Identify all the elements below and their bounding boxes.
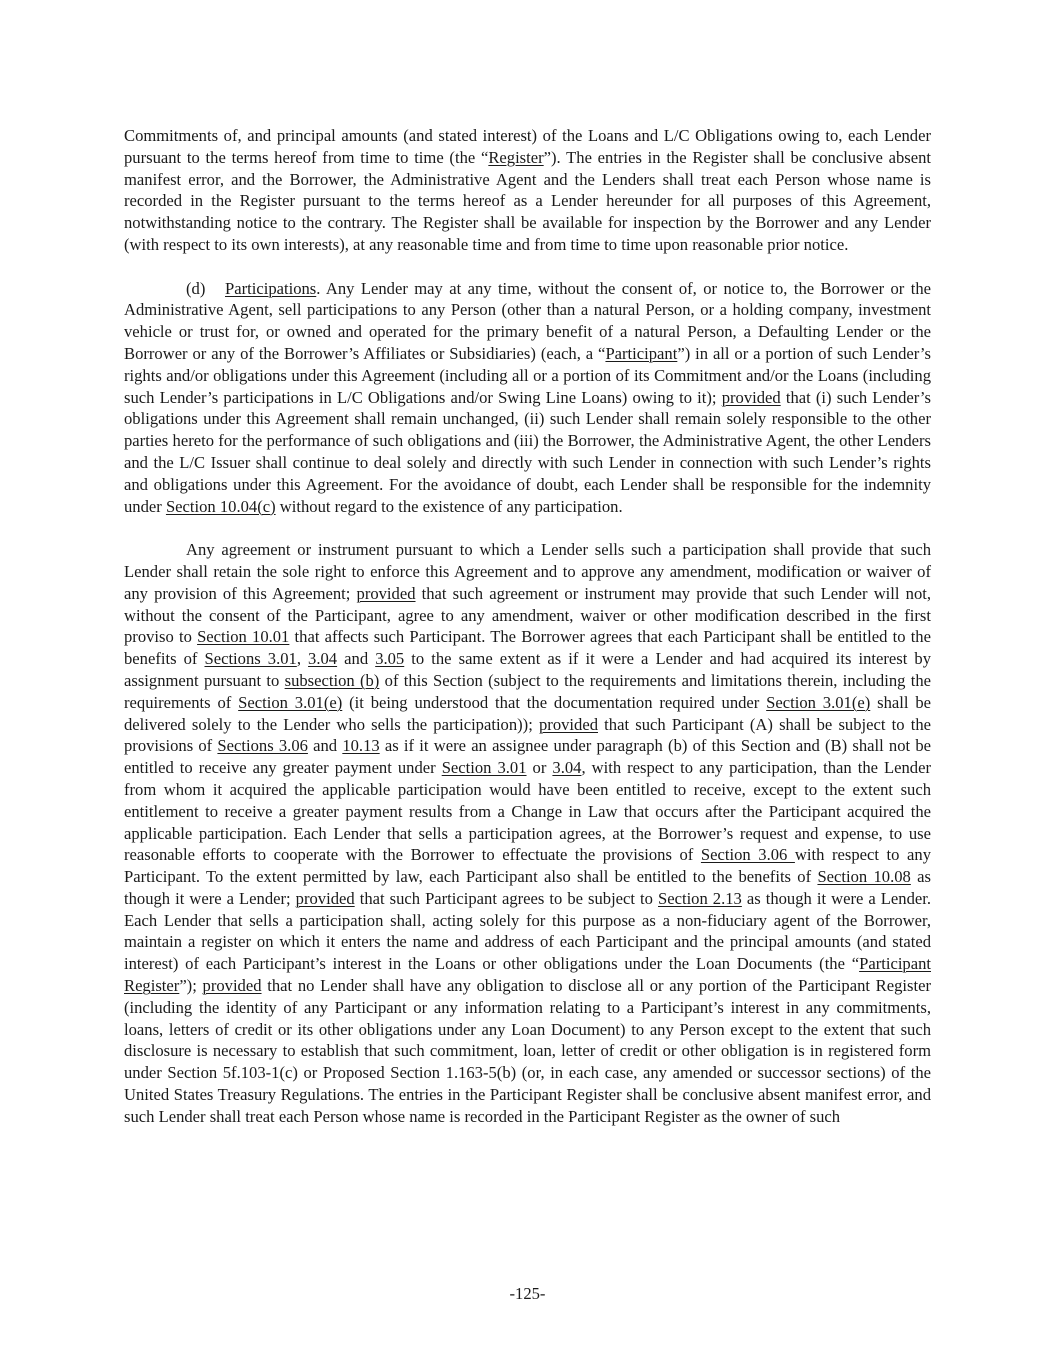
text-span: that such agreement or instrument may provide that such Lender will not, without the consent of the Participant, agree to any amendment, waiver or other modification described in the first proviso to bbox=[124, 583, 931, 647]
text-span: Commitments of, and principal amounts (and stated interest) of the Loans and L/C Obligations owing to, each Lender pursuant to the terms hereof from time to time (the “ bbox=[124, 126, 931, 167]
text-span: and bbox=[337, 649, 376, 669]
paragraph-participations bbox=[124, 278, 931, 518]
defined-term-register: Register bbox=[488, 147, 544, 167]
document-page bbox=[124, 125, 931, 1149]
text-span: that such Participant (A) shall be subject to the provisions of bbox=[124, 714, 931, 756]
section-reference: 3.04 bbox=[552, 758, 582, 778]
text-span: or bbox=[526, 758, 553, 778]
text-span: that (i) such Lender’s obligations under this Agreement shall remain unchanged, (ii) such Lender shall remain solely responsible to the other parties hereto for the performance of such obligations and (iii) the Borrower, the Administrative Agent, the other Lenders and the L/C Issuer shall continue to deal solely and directly with such Lender in connection with such Lender’s rights and obligations under this Agreement. For the avoidance of doubt, each Lender shall be responsible for the indemnity under bbox=[124, 387, 931, 516]
text-span: as though it were a Lender; bbox=[124, 867, 931, 908]
section-reference: Sections 3.01 bbox=[204, 649, 297, 669]
text-span: as though it were a Lender. Each Lender that sells a participation shall, acting solely for this purpose as a non-fiduciary agent of the Borrower, maintain a register on which it enters the name and address of each Participant and the principal amounts (and stated interest) of each Participant’s interest in the Loans or other obligations under the Loan Documents (the “ bbox=[124, 888, 931, 974]
text-span: , with respect to any participation, than the Lender from whom it acquired the applicable participation would have been entitled to receive, except to the extent such entitlement to receive a greater payment results from a Change in Law that occurs after the Participant acquired the applicable participation. Each Lender that sells a participation agrees, at the Borrower’s request and expense, to use reasonable efforts to cooperate with the Borrower to effectuate the provisions of bbox=[124, 758, 931, 865]
section-reference: Section 10.01 bbox=[197, 627, 290, 647]
section-reference: Section 3.01(e) bbox=[766, 692, 871, 712]
page-number: -125- bbox=[509, 1284, 546, 1303]
text-span: that no Lender shall have any obligation to disclose all or any portion of the Participant Register (including the identity of any Participant or any information relating to a Participant’s interest in any commitments, loans, letters of credit or its other obligations under any Loan Document) to any Person except to the extent that such disclosure is necessary to establish that such commitment, loan, letter of credit or other obligation is in registered form under Section 5f.103-1(c) or Proposed Section 1.163-5(b) (or, in each case, any amended or successor sections) of the United States Treasury Regulations. The entries in the Participant Register shall be conclusive absent manifest error, and such Lender shall treat each Person whose name is recorded in the Participant Register as the owner of such bbox=[124, 976, 931, 1126]
paragraph-register bbox=[124, 125, 931, 256]
provided-term: provided bbox=[539, 714, 598, 734]
clause-label: (d) bbox=[186, 278, 206, 298]
text-span: ”); bbox=[179, 976, 203, 996]
section-reference: Section 10.08 bbox=[817, 867, 911, 887]
section-reference: 10.13 bbox=[342, 736, 380, 756]
section-reference: Sections 3.06 bbox=[217, 736, 308, 756]
section-reference: 3.04 bbox=[308, 649, 338, 669]
provided-term: provided bbox=[295, 888, 355, 908]
text-span: , bbox=[296, 649, 309, 669]
clause-heading: Participations bbox=[225, 278, 317, 298]
text-span: ”). The entries in the Register shall be conclusive absent manifest error, and the Borrower, the Administrative Agent and the Lenders shall treat each Person whose name is recorded in the Register pursuant to the terms hereof as a Lender hereunder for all purposes of this Agreement, notwithstanding notice to the contrary. The Register shall be available for inspection by the Borrower and any Lender (with respect to its own interests), at any reasonable time and from time to time upon reasonable prior notice. bbox=[124, 147, 931, 254]
section-reference: Section 3.01 bbox=[441, 758, 527, 778]
text-span: (it being understood that the documentation required under bbox=[342, 692, 767, 712]
defined-term-participant: Participant bbox=[605, 343, 678, 363]
text-span: of this Section (subject to the requirements and limitations therein, including the requirements of bbox=[124, 670, 931, 712]
text-span: Any agreement or instrument pursuant to which a Lender sells such a participation shall provide that such Lender shall retain the sole right to enforce this Agreement and to approve any amendment, modification or waiver of any provision of this Agreement; bbox=[124, 540, 931, 603]
section-reference: Section 3.06 bbox=[700, 845, 795, 865]
text-span: ”) in all or a portion of such Lender’s rights and/or obligations under this Agreement (including all or a portion of its Commitment and/or the Loans (including such Lender’s participations in L/C Obligations and/or Swing Line Loans) owing to it); bbox=[124, 343, 931, 407]
provided-term: provided bbox=[202, 976, 262, 996]
text-span: that affects such Participant. The Borrower agrees that each Participant shall be entitled to the benefits of bbox=[124, 627, 931, 669]
paragraph-participation-agreement bbox=[124, 539, 931, 1128]
defined-term-participant-register: Participant Register bbox=[124, 954, 931, 996]
text-span: shall be delivered solely to the Lender who sells the participation)); bbox=[124, 692, 931, 734]
section-reference: Section 3.01(e) bbox=[238, 692, 343, 712]
section-reference: Section 10.04(c) bbox=[165, 496, 276, 516]
text-span: and bbox=[307, 736, 343, 756]
text-span: without regard to the existence of any participation. bbox=[275, 496, 623, 516]
provided-term: provided bbox=[721, 387, 781, 407]
text-span: as if it were an assignee under paragraph (b) of this Section and (B) shall not be entitled to receive any greater payment under bbox=[124, 736, 932, 778]
text-span: that such Participant agrees to be subject to bbox=[354, 888, 658, 908]
section-reference: Section 2.13 bbox=[658, 888, 742, 908]
text-span: . Any Lender may at any time, without the consent of, or notice to, the Borrower or the Administrative Agent, sell participations to any Person (other than a natural Person, or a holding company, investment vehicle or trust for, or owned and operated for the primary benefit of a natural Person, a Defaulting Lender or the Borrower or any of the Borrower’s Affiliates or Subsidiaries) (each, a “ bbox=[124, 278, 931, 363]
provided-term: provided bbox=[356, 583, 416, 603]
section-reference: subsection (b) bbox=[284, 670, 380, 690]
section-reference: 3.05 bbox=[375, 649, 405, 669]
text-span: to the same extent as if it were a Lender and had acquired its interest by assignment pursuant to bbox=[124, 649, 931, 690]
text-span: with respect to any Participant. To the extent permitted by law, each Participant also shall be entitled to the benefits of bbox=[124, 845, 932, 887]
